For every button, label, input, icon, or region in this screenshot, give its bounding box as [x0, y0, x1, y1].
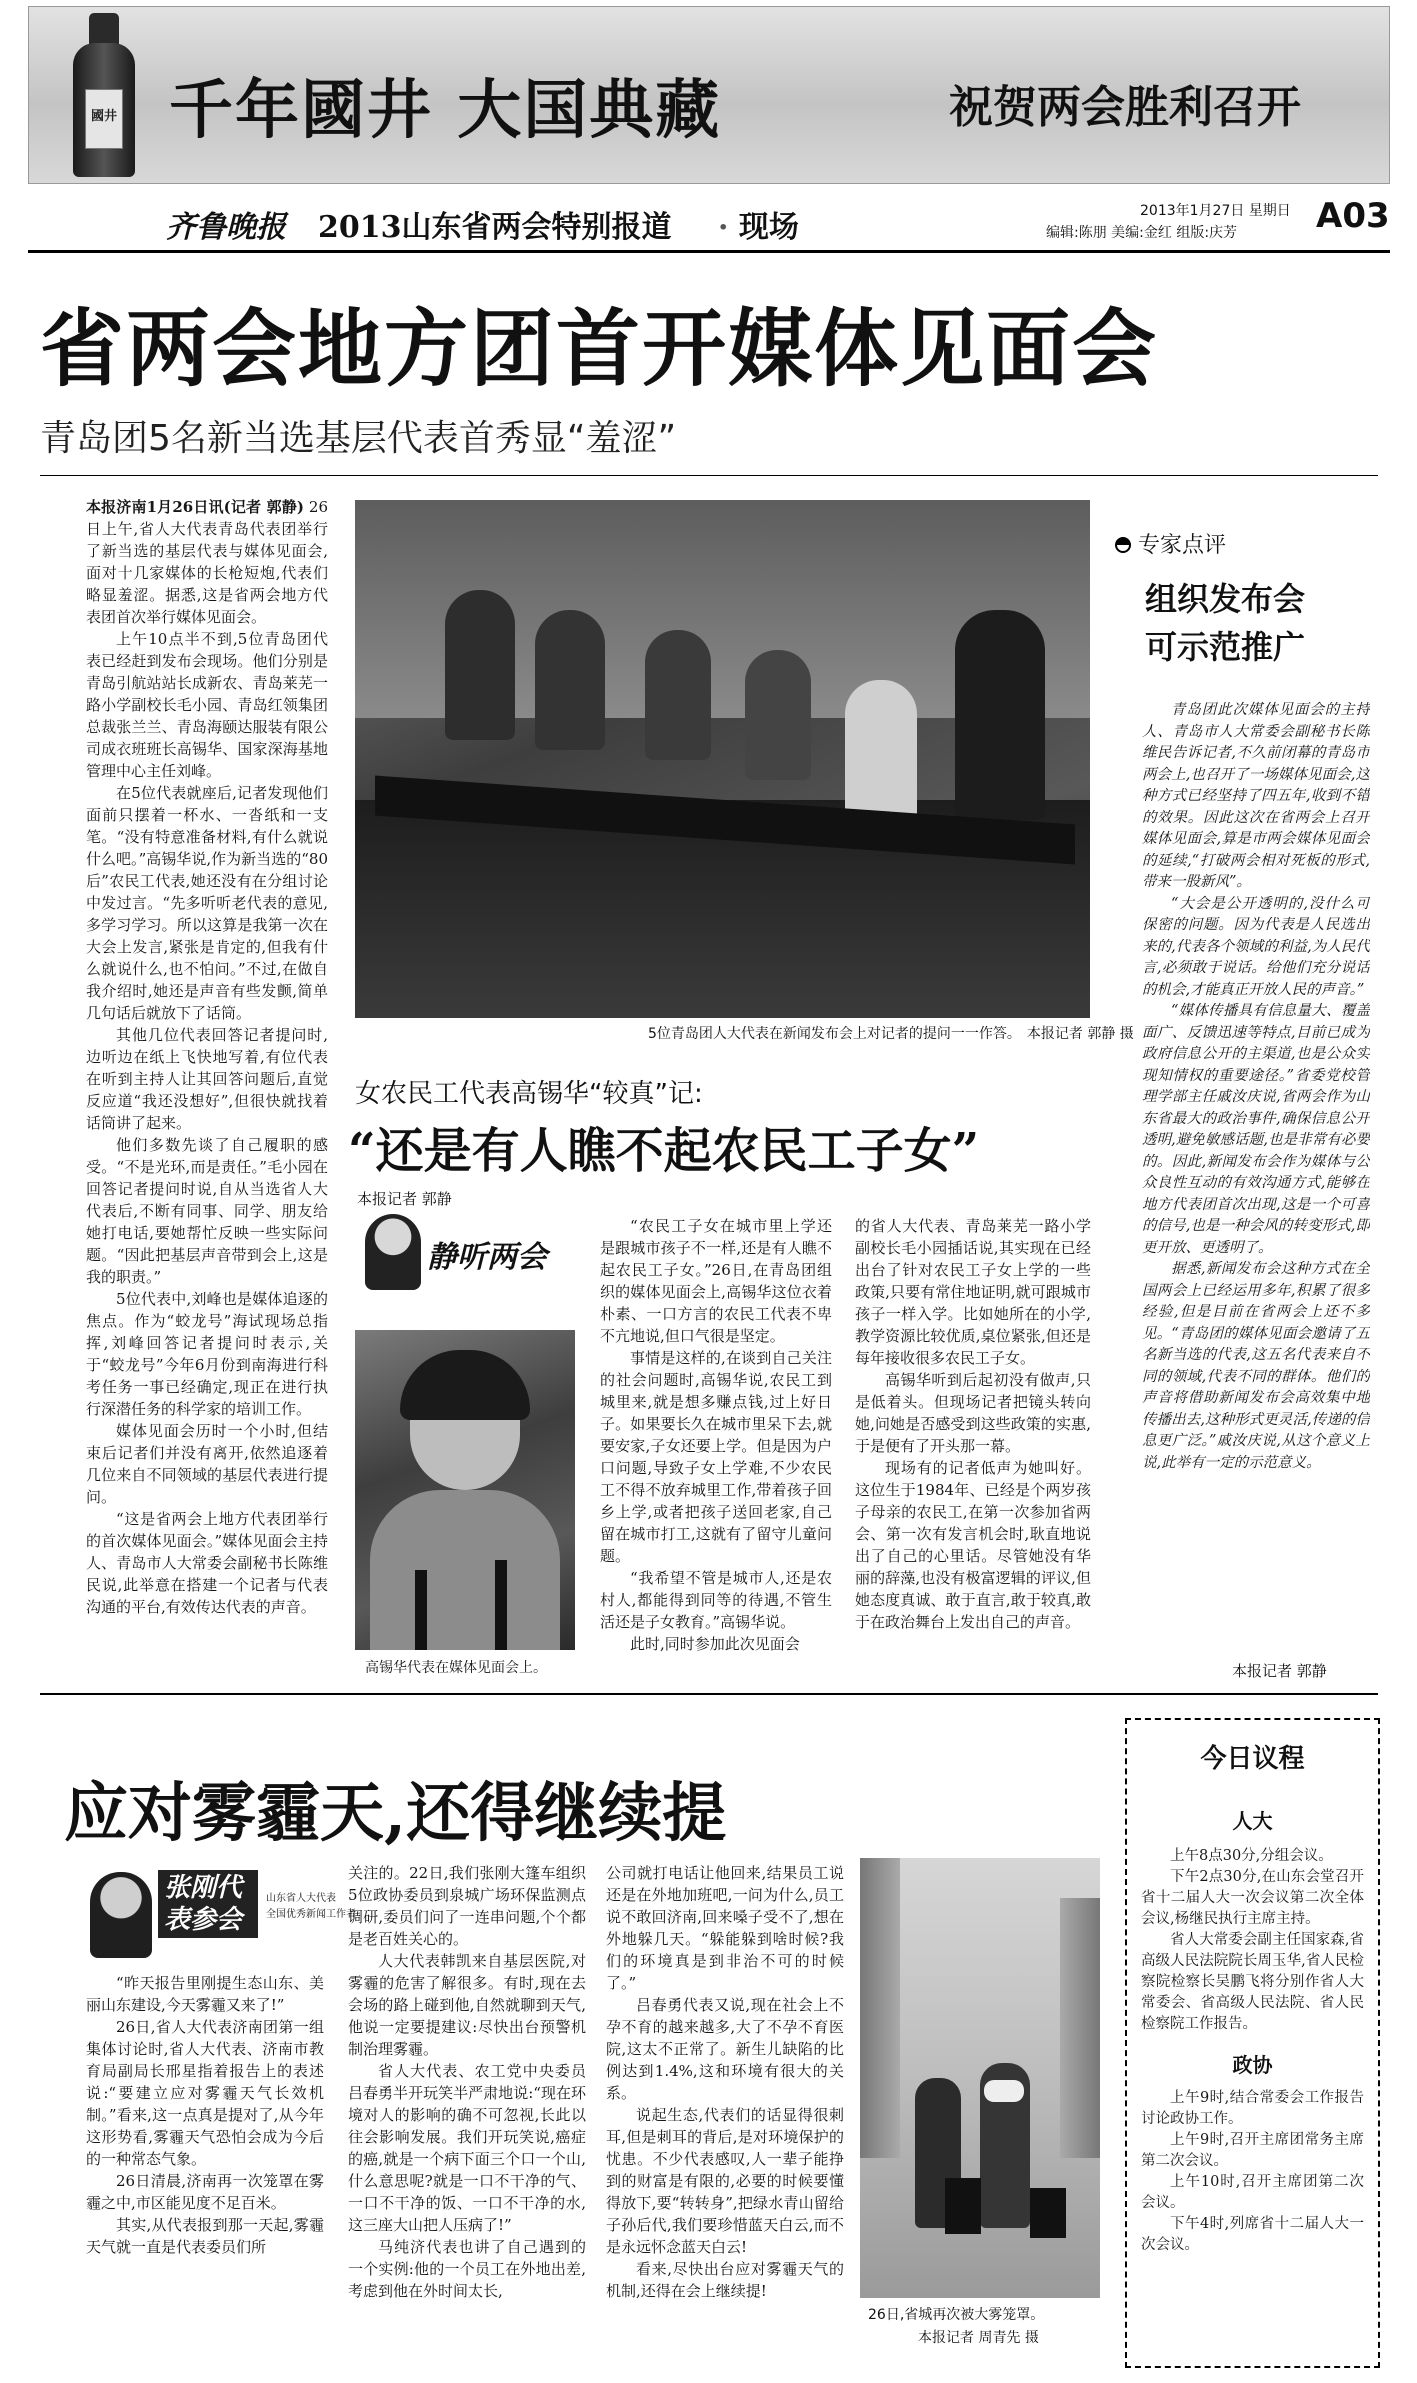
story3-paragraph: 公司就打电话让他回来,结果员工说还是在外地加班吧,一问为什么,员工说不敢回济南,回来嗓子受不了,想在外地躲几天。“躲能躲到啥时候?我们的环境真是到非治不可的时候了。” — [606, 1864, 844, 1992]
story1-paragraph: 26日上午,省人大代表青岛代表团举行了新当选的基层代表与媒体见面会,面对十几家媒体的长枪短炮,代表们略显羞涩。据悉,这是省两会地方代表团首次举行媒体见面会。 — [86, 498, 328, 626]
gao-photo-caption: 高锡华代表在媒体见面会上。 — [365, 1660, 547, 1676]
agenda-npc-title: 人大 — [1232, 1809, 1273, 1833]
story3-column-1 — [86, 1972, 324, 2367]
expert-paragraph: 据悉,新闻发布会这种方式在全国两会上已经运用多年,积累了很多经验,但是目前在省两会上还不多见。“青岛团的媒体见面会邀请了五名新当选的代表,这五名代表来自不同的领域,代表不同的群体。他们的声音将借助新闻发布会高效集中地传播出去,这种形式更灵活,传递的信息更广泛。”戚汝庆说,从这个意义上说,此举有一定的示范意义。 — [1142, 1261, 1370, 1471]
agenda-cppcc-item: 下午4时,列席省十二届人大一次会议。 — [1141, 2216, 1364, 2253]
expert-byline: 本报记者 郭静 — [1232, 1662, 1327, 1680]
story2-paragraph: 的省人大代表、青岛莱芜一路小学副校长毛小园插话说,其实现在已经出台了针对农民工子女上学的一些政策,只要有常住地证明,就可跟城市孩子一样入学。比如她所在的小学,教学资源比较优质,桌位紧张,但还是每年接收很多农民工子女。 — [855, 1217, 1091, 1367]
expert-paragraph: “大会是公开透明的,没什么可保密的问题。因为代表是人民选出来的,代表各个领域的利益,为人民代言,必须敢于说话。给他们充分说话的机会,才能真正开放人民的声音。” — [1142, 895, 1370, 998]
story3-paragraph: 26日清晨,济南再一次笼罩在雾霾之中,市区能见度不足百米。 — [86, 2172, 324, 2212]
agenda-title: 今日议程 — [1200, 1744, 1305, 1774]
editor-credits: 编辑:陈朋 美编:金红 组版:庆芳 — [1046, 225, 1238, 241]
banner-congrats: 祝贺两会胜利召开 — [949, 82, 1301, 133]
agenda-cppcc-list — [1141, 2088, 1364, 2256]
liquor-bottle-image — [69, 13, 139, 177]
press-conference-photo — [355, 500, 1090, 1018]
story3-paragraph: 吕春勇代表又说,现在社会上不孕不育的越来越多,大了不孕不育医院,这太不正常了。新生儿缺陷的比例达到1.4%,这和环境有很大的关系。 — [606, 1996, 844, 2102]
paper-logo: 齐鲁晚报 — [166, 210, 286, 245]
press-photo-credit: 本报记者 郭静 摄 — [1026, 1026, 1134, 1042]
story2-paragraph: “我希望不管是城市人,还是农村人,都能得到同等的待遇,不管生活还是子女教育。”高锡华说。 — [600, 1569, 832, 1631]
story2-headline: “还是有人瞧不起农民工子女” — [348, 1123, 980, 1179]
expert-paragraph: “媒体传播具有信息量大、覆盖面广、反馈迅速等特点,目前已成为政府信息公开的主渠道,也是公众实现知情权的重要途径。”省委党校管理学部主任戚汝庆说,省两会作为山东省最大的政治事件,确保信息公开透明,避免敏感话题,也是非常有必要的。因此,新闻发布会作为媒体与公众良性互动的有效沟通方式,能够在地方代表团首次出现,这是一个可喜的信号,也是一种会风的转变形式,即更开放、更透明了。 — [1142, 1003, 1370, 1256]
expert-paragraph: 青岛团此次媒体见面会的主持人、青岛市人大常委会副秘书长陈维民告诉记者,不久前闭幕的青岛市两会上,也召开了一场媒体见面会,这种方式已经坚持了四五年,收到不错的效果。因此这次在省两会上召开媒体见面会,算是市两会媒体见面会的延续,“打破两会相对死板的形式,带来一股新风”。 — [1142, 702, 1370, 890]
story2-byline: 本报记者 郭静 — [357, 1190, 452, 1208]
story2-paragraph: 高锡华听到后起初没有做声,只是低着头。但现场记者把镜头转向她,问她是否感受到这些政策的实惠,于是便有了开头那一幕。 — [855, 1371, 1091, 1455]
story2-paragraph: 事情是这样的,在谈到自己关注的社会问题时,高锡华说,农民工到城里来,就是想多赚点钱,过上好日子。如果要长久在城市里呆下去,就要安家,子女还要上学。但是因为户口问题,导致子女上学难,不少农民工不得不放弃城里工作,带着孩子回乡上学,或者把孩子送回老家,自己留在城市打工,这就有了留守儿童问题。 — [600, 1349, 832, 1565]
story1-paragraph: 媒体见面会历时一个小时,但结束后记者们并没有离开,依然追逐着几位来自不同领域的基层代表进行提问。 — [86, 1422, 328, 1506]
agenda-cppcc-title: 政协 — [1232, 2053, 1273, 2077]
story1-paragraph: 在5位代表就座后,记者发现他们面前只摆着一杯水、一沓纸和一支笔。“没有特意准备材料,有什么就说什么吧。”高锡华说,作为新当选的“80后”农民工代表,她还没有在分组讨论中发过言。“先多听听老代表的意见,多学习学习。所以这算是我第一次在大会上发言,紧张是肯定的,但我有什么就说什么,也不怕问。”不过,在做自我介绍时,她还是声音有些发颤,简单几句话后就放下了话筒。 — [86, 784, 328, 1022]
section-divider — [40, 1693, 1378, 1695]
story2-kicker: 女农民工代表高锡华“较真”记: — [355, 1079, 703, 1109]
special-report-title: 2013山东省两会特别报道 — [318, 210, 672, 245]
smog-street-photo — [860, 1858, 1100, 2298]
story3-column-3 — [606, 1862, 844, 2367]
story3-paragraph: 省人大代表、农工党中央委员吕春勇半开玩笑半严肃地说:“现在环境对人的影响的确不可忽视,长此以往会影响发展。我们开玩笑说,癌症的癌,就是一个病下面三个口一个山,什么意思呢?就是一口不干净的气、一口不干净的饭、一口不干净的水,这三座大山把人压病了!” — [348, 2062, 586, 2234]
story1-subhead: 青岛团5名新当选基层代表首秀显“羞涩” — [40, 418, 677, 459]
issue-date: 2013年1月27日 星期日 — [1140, 203, 1291, 219]
agenda-cppcc-item: 上午9时,召开主席团常务主席第二次会议。 — [1141, 2132, 1364, 2169]
zhanggang-subtitle-1: 山东省人大代表 — [266, 1893, 336, 1904]
story3-headline: 应对雾霾天,还得继续提 — [64, 1776, 727, 1851]
section-name: 现场 — [738, 210, 799, 245]
listening-column-tag-text: 静听两会 — [427, 1240, 547, 1275]
agenda-npc-list — [1141, 1846, 1364, 2035]
story2-paragraph: 现场有的记者低声为她叫好。这位生于1984年、已经是个两岁孩子母亲的农民工,在第一次参加省两会、第一次有发言机会时,耿直地说出了自己的心里话。尽管她没有华丽的辞藻,也没有极富逻辑的评议,但她态度真诚、敢于直言,敢于较真,敢于在政治舞台上发出自己的声音。 — [855, 1459, 1091, 1631]
agenda-npc-item: 下午2点30分,在山东会堂召开省十二届人大一次会议第二次全体会议,杨继民执行主席主持。 — [1141, 1869, 1364, 1927]
expert-label-text: 专家点评 — [1138, 533, 1227, 558]
press-photo-caption — [648, 1024, 1134, 1044]
page-number: A03 — [1316, 196, 1390, 236]
story3-paragraph: 关注的。22日,我们张刚大篷车组织5位政协委员到泉城广场环保监测点调研,委员们问了一连串问题,个个都是老百姓关心的。 — [348, 1864, 586, 1948]
story2-paragraph: “农民工子女在城市里上学还是跟城市孩子不一样,还是有人瞧不起农民工子女。”26日,在青岛团组织的媒体见面会上,高锡华这位衣着朴素、一口方言的农民工代表不卑不亢地说,但口气很是坚定。 — [600, 1217, 832, 1345]
top-banner — [28, 6, 1390, 184]
story3-paragraph: “昨天报告里刚提生态山东、美丽山东建设,今天雾霾又来了!” — [86, 1974, 324, 2014]
story1-paragraph: 他们多数先谈了自己履职的感受。“不是光环,而是责任。”毛小园在回答记者提问时说,自从当选省人大代表后,不断有同事、同学、朋友给她打电话,要她帮忙反映一些实际问题。“因此把基层声音带到会上,这是我的职责。” — [86, 1136, 328, 1286]
story1-paragraph: 上午10点半不到,5位青岛团代表已经赶到发布会现场。他们分别是青岛引航站站长成新农、青岛莱芜一路小学副校长毛小园、青岛红领集团总裁张兰兰、青岛海颐达服装有限公司成衣班班长高锡华、国家深海基地管理中心主任刘峰。 — [86, 630, 328, 780]
press-photo-caption-text: 5位青岛团人大代表在新闻发布会上对记者的提问一一作答。 — [648, 1026, 1021, 1042]
banner-slogan: 千年國井 大国典藏 — [169, 73, 722, 148]
expert-column — [1142, 700, 1370, 1650]
agenda-cppcc-item: 上午9时,结合常委会工作报告讨论政协工作。 — [1141, 2090, 1364, 2127]
bottle-label: 國井 — [90, 109, 117, 124]
smog-photo-credit: 本报记者 周青先 摄 — [918, 2330, 1039, 2346]
story1-paragraph: 其他几位代表回答记者提问时,边听边在纸上飞快地写着,有位代表在听到主持人让其回答问题后,直觉反应道“我还没想好”,但很快就找着话筒讲了起来。 — [86, 1026, 328, 1132]
story3-paragraph: 说起生态,代表们的话显得很刺耳,但是刺耳的背后,是对环境保护的忧患。不少代表感叹,人一辈子能挣到的财富是有限的,必要的时候要懂得放下,要“转转身”,把绿水青山留给子孙后代,我们要珍惜蓝天白云,而不是永远怀念蓝天白云! — [606, 2106, 844, 2256]
zhanggang-subtitle-2: 全国优秀新闻工作者 — [266, 1909, 356, 1920]
story1-paragraph: 5位代表中,刘峰也是媒体追逐的焦点。作为“蛟龙号”海试现场总指挥,刘峰回答记者提问时表示,关于“蛟龙号”今年6月份到南海进行科考任务一事已经确定,现正在进行执行深潜任务的科学家的培训工作。 — [86, 1290, 328, 1418]
zhanggang-column-tag — [86, 1868, 356, 1963]
gao-xihua-photo — [355, 1330, 575, 1650]
zhanggang-avatar — [90, 1872, 152, 1958]
expert-label — [1115, 528, 1226, 559]
agenda-cppcc-item: 上午10时,召开主席团第二次会议。 — [1141, 2174, 1364, 2211]
listening-column-tag — [355, 1212, 585, 1294]
story3-paragraph: 看来,尽快出台应对雾霾天气的机制,还得在会上继续提! — [606, 2260, 844, 2300]
expert-title — [1145, 575, 1305, 671]
expert-title-line-2: 可示范推广 — [1145, 628, 1306, 666]
story3-paragraph: 人大代表韩凯来自基层医院,对雾霾的危害了解很多。有时,现在去会场的路上碰到他,自然就聊到天气,他说一定要提建议:尽快出台预警机制治理雾霾。 — [348, 1952, 586, 2058]
story1-column-1 — [86, 496, 328, 1681]
story3-paragraph: 其实,从代表报到那一天起,雾霾天气就一直是代表委员们所 — [86, 2216, 324, 2256]
agenda-box — [1125, 1718, 1380, 2368]
expert-icon — [1115, 537, 1131, 553]
reporter-avatar — [365, 1214, 421, 1290]
expert-title-line-1: 组织发布会 — [1145, 580, 1306, 618]
story3-paragraph: 26日,省人大代表济南团第一组集体讨论时,省人大代表、济南市教育局副局长邢星指着报告上的表述说:“要建立应对雾霾天气长效机制。”看来,这一点真是提对了,从今年这形势看,雾霾天气恐怕会成为今后的一种常态气象。 — [86, 2018, 324, 2168]
masthead — [28, 194, 1390, 250]
story2-paragraph: 此时,同时参加此次见面会 — [630, 1635, 800, 1653]
masthead-rule — [28, 250, 1390, 253]
story2-column-1 — [600, 1215, 832, 1685]
smog-photo-caption: 26日,省城再次被大雾笼罩。 — [868, 2307, 1045, 2323]
story1-rule — [40, 475, 1378, 476]
story1-paragraph: “这是省两会上地方代表团举行的首次媒体见面会。”媒体见面会主持人、青岛市人大常委会副秘书长陈维民说,此举意在搭建一个记者与代表沟通的平台,有效传达代表的声音。 — [86, 1510, 328, 1616]
story2-column-2 — [855, 1215, 1091, 1685]
story3-paragraph: 马纯济代表也讲了自己遇到的一个实例:他的一个员工在外地出差,考虑到他在外时间太长, — [348, 2238, 586, 2300]
agenda-npc-item: 上午8点30分,分组会议。 — [1170, 1848, 1333, 1864]
story1-headline: 省两会地方团首开媒体见面会 — [40, 300, 1159, 398]
story1-dateline: 本报济南1月26日讯(记者 郭静) — [86, 498, 304, 516]
story3-column-2 — [348, 1862, 586, 2367]
zhanggang-tag-text: 张刚代表参会 — [158, 1870, 258, 1938]
section-label: · 现场 — [718, 210, 799, 245]
agenda-npc-item: 省人大常委会副主任国家森,省高级人民法院院长周玉华,省人民检察院检察长吴鹏飞将分别作省人大常委会、省高级人民法院、省人民检察院工作报告。 — [1141, 1932, 1364, 2032]
